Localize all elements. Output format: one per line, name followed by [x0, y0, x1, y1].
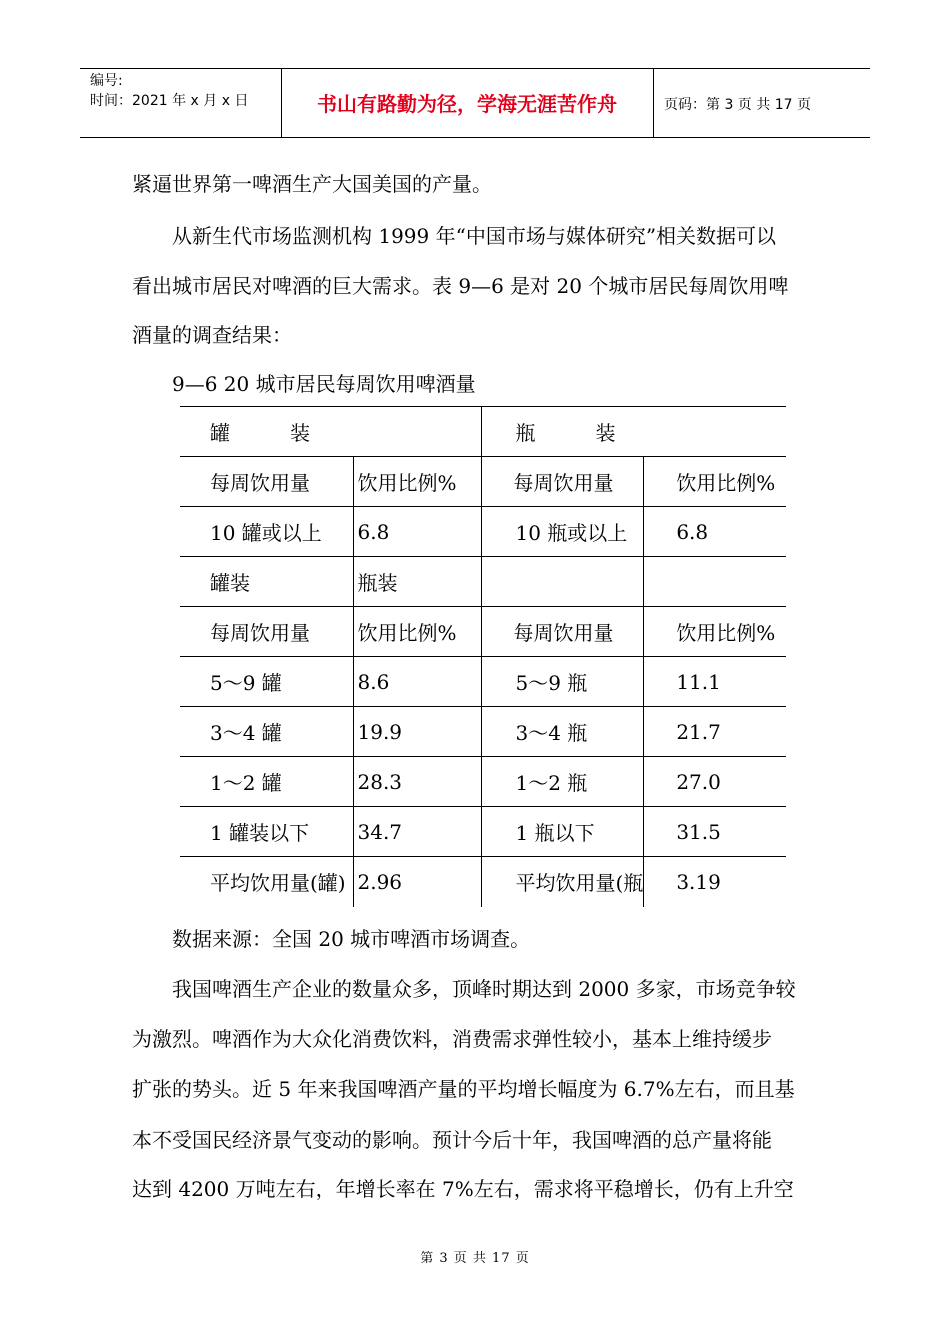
- table-cell: 31.5: [644, 807, 786, 857]
- paragraph-line: 达到 4200 万吨左右，年增长率在 7%左右，需求将平稳增长，仍有上升空: [132, 1177, 794, 1201]
- table-cell: 1 瓶以下: [481, 807, 644, 857]
- table-row: [180, 707, 786, 757]
- table-row: [180, 807, 786, 857]
- paragraph-line: 酒量的调查结果：: [132, 323, 292, 347]
- table-cell: 8.6: [353, 657, 481, 707]
- header-divider: [653, 69, 654, 137]
- table-row: [180, 507, 786, 557]
- table-cell: 11.1: [644, 657, 786, 707]
- table-row: [180, 657, 786, 707]
- paragraph-line: 看出城市居民对啤酒的巨大需求。表 9—6 是对 20 个城市居民每周饮用啤: [132, 274, 789, 298]
- table-row: [180, 757, 786, 807]
- table-cell: 34.7: [353, 807, 481, 857]
- table-cell: 2.96: [353, 857, 481, 907]
- table-cell: 每周饮用量: [481, 607, 644, 657]
- page-footer: 第 3 页 共 17 页: [420, 1251, 530, 1266]
- table-cell: 5～9 罐: [180, 657, 353, 707]
- table-subgroup-row: [180, 557, 786, 607]
- table-cell: 27.0: [644, 757, 786, 807]
- table-cell: 每周饮用量: [180, 457, 353, 507]
- table-cell: 10 瓶或以上: [481, 507, 644, 557]
- paragraph-line: 扩张的势头。近 5 年来我国啤酒产量的平均增长幅度为 6.7%左右，而且基: [132, 1077, 795, 1101]
- table-source: 数据来源：全国 20 城市啤酒市场调查。: [132, 927, 531, 951]
- header-meta: [90, 71, 248, 111]
- header-page-info: 页码：第 3 页 共 17 页: [664, 97, 811, 113]
- body-line: 紧逼世界第一啤酒生产大国美国的产量。: [132, 172, 492, 196]
- paragraph-line: 本不受国民经济景气变动的影响。预计今后十年，我国啤酒的总产量将能: [132, 1128, 772, 1152]
- document-date: 时间：2021 年 x 月 x 日: [90, 93, 249, 109]
- document-number-label: 编号:: [90, 73, 123, 89]
- table-title: 9—6 20 城市居民每周饮用啤酒量: [132, 372, 476, 396]
- table-header-row: [180, 607, 786, 657]
- table-cell: 3～4 瓶: [481, 707, 644, 757]
- table-cell: 3.19: [644, 857, 786, 907]
- table-cell: 3～4 罐: [180, 707, 353, 757]
- table-cell: 6.8: [353, 507, 481, 557]
- page-header: [80, 68, 870, 138]
- table-group-bottle: 瓶 装: [481, 407, 786, 457]
- table-cell: 瓶装: [353, 557, 481, 607]
- paragraph-line: 为激烈。啤酒作为大众化消费饮料，消费需求弹性较小，基本上维持缓步: [132, 1027, 772, 1051]
- table-cell: 饮用比例%: [644, 457, 786, 507]
- table-cell: 10 罐或以上: [210, 521, 322, 545]
- beer-consumption-table: [180, 406, 786, 907]
- table-cell: 每周饮用量: [481, 457, 644, 507]
- table-cell: 1 罐装以下: [180, 807, 353, 857]
- table-cell: 饮用比例%: [353, 457, 481, 507]
- table-cell: 每周饮用量: [180, 607, 353, 657]
- table-cell: 19.9: [353, 707, 481, 757]
- table-row: [180, 857, 786, 907]
- table-cell: 1～2 瓶: [481, 757, 644, 807]
- paragraph-line: 我国啤酒生产企业的数量众多，顶峰时期达到 2000 多家，市场竞争较: [132, 977, 796, 1001]
- table-cell: 平均饮用量(瓶: [481, 857, 644, 907]
- table-cell: 1～2 罐: [180, 757, 353, 807]
- table-cell: 平均饮用量(罐): [210, 871, 346, 896]
- table-cell: 饮用比例%: [353, 607, 481, 657]
- paragraph-line: 从新生代市场监测机构 1999 年“中国市场与媒体研究”相关数据可以: [132, 224, 777, 248]
- table-cell: 5～9 瓶: [481, 657, 644, 707]
- table-cell: [644, 557, 786, 607]
- table-cell: 饮用比例%: [644, 607, 786, 657]
- table-group-can: 罐 装: [180, 407, 481, 457]
- table-group-row: [180, 407, 786, 457]
- table-cell: 28.3: [353, 757, 481, 807]
- header-motto: 书山有路勤为径，学海无涯苦作舟: [317, 92, 617, 116]
- table-cell: 21.7: [644, 707, 786, 757]
- table-header-row: [180, 457, 786, 507]
- table-cell: 6.8: [644, 507, 786, 557]
- table-cell: 罐装: [180, 557, 353, 607]
- table-cell: [481, 557, 644, 607]
